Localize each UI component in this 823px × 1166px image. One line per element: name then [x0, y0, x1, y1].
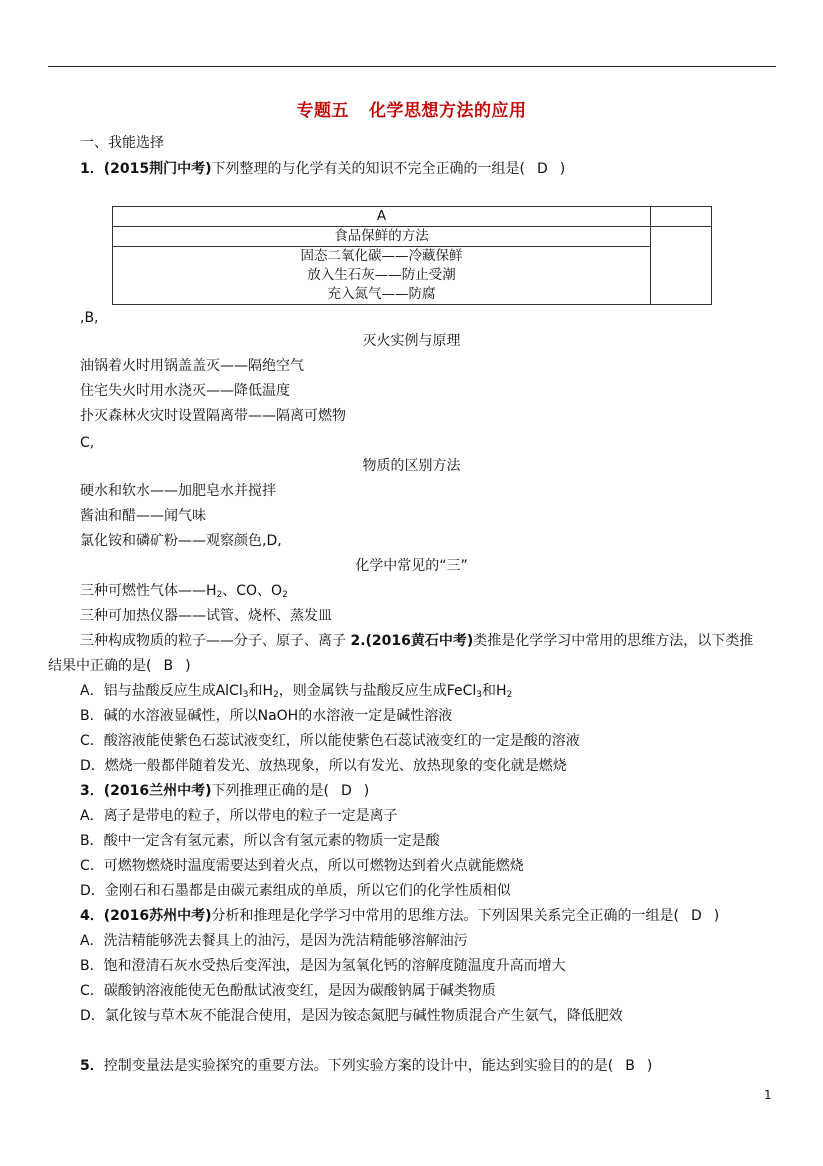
q2-text: 结果中正确的是(	[48, 658, 152, 674]
option-c-item: 酱油和醋——闻气味	[80, 508, 206, 524]
q5-answer: B	[625, 1058, 635, 1074]
q4-option-d: D．氯化铵与草木灰不能混合使用，是因为铵态氮肥与碱性物质混合产生氨气，降低肥效	[80, 1008, 623, 1024]
question-3	[80, 781, 369, 801]
option-d-item-text: 、CO、O	[222, 583, 283, 599]
q2-answer: B	[163, 658, 174, 674]
option-c-marker: C,	[80, 435, 95, 451]
option-d-item	[80, 581, 288, 605]
q5-text: 控制变量法是实验探究的重要方法。下列实验方案的设计中，能达到实验目的的是(	[103, 1058, 614, 1074]
q3-option-c: C．可燃物燃烧时温度需要达到着火点，所以可燃物达到着火点就能燃烧	[80, 858, 524, 874]
option-d-heading: 化学中常见的“三”	[355, 558, 468, 574]
option-b-item: 住宅失火时用水浇灭——降低温度	[80, 383, 290, 399]
q3-number: 3．	[80, 783, 104, 799]
option-d-item-text: 三种构成物质的粒子——分子、原子、离子	[80, 633, 346, 649]
option-text: A．铝与盐酸反应生成AlCl	[80, 683, 243, 699]
q4-close: )	[713, 908, 720, 924]
table-empty-cell	[651, 207, 712, 227]
section-heading: 一、我能选择	[80, 135, 164, 151]
q2-option-d: D．燃烧一般都伴随着发光、放热现象，所以有发光、放热现象的变化就是燃烧	[80, 758, 567, 774]
q4-option-a: A．洗洁精能够洗去餐具上的油污，是因为洗洁精能够溶解油污	[80, 933, 468, 949]
title-topic: 专题五	[296, 101, 349, 121]
title-subject: 化学思想方法的应用	[369, 101, 527, 121]
option-text: 和H	[248, 683, 273, 699]
q4-source: (2016苏州中考)	[103, 908, 212, 924]
page-number: 1	[764, 1088, 772, 1102]
q3-answer: D	[340, 783, 352, 799]
question-1	[80, 159, 565, 179]
q1-source: (2015荆门中考)	[103, 161, 212, 177]
subscript: 2	[216, 590, 223, 600]
q2-number: 2.	[350, 633, 366, 649]
q5-number: 5．	[80, 1058, 104, 1074]
table-header: A	[113, 207, 651, 227]
q3-text: 下列推理正确的是(	[211, 783, 329, 799]
q4-text: 分析和推理是化学学习中常用的思维方法。下列因果关系完全正确的一组是(	[211, 908, 679, 924]
subscript: 3	[476, 690, 483, 700]
q5-close: )	[646, 1058, 653, 1074]
option-text: 和H	[482, 683, 507, 699]
option-c-item: 硬水和软水——加肥皂水并搅拌	[80, 483, 276, 499]
q3-option-d: D．金刚石和石墨都是由碳元素组成的单质，所以它们的化学性质相似	[80, 883, 511, 899]
q2-close: )	[185, 658, 191, 674]
q2-source: (2016黄石中考)	[365, 633, 474, 649]
option-b-heading: 灭火实例与原理	[362, 333, 461, 349]
q3-source: (2016兰州中考)	[103, 783, 212, 799]
question-5	[80, 1056, 652, 1076]
option-d-item: 三种可加热仪器——试管、烧杯、蒸发皿	[80, 608, 332, 624]
option-c-item: 氯化铵和磷矿粉——观察颜色,D,	[80, 533, 282, 549]
table-item: 固态二氧化碳——冷藏保鲜	[300, 248, 463, 264]
q1-text: 下列整理的与化学有关的知识不完全正确的一组是(	[211, 161, 525, 177]
q3-close: )	[363, 783, 370, 799]
table-item: 放入生石灰——防止受潮	[307, 267, 456, 283]
table-items-cell	[113, 247, 651, 305]
option-b-item: 扑灭森林火灾时设置隔离带——隔离可燃物	[80, 408, 346, 424]
subscript: 2	[506, 690, 513, 700]
option-d-item-with-q2	[80, 631, 753, 651]
option-c-heading: 物质的区别方法	[362, 458, 461, 474]
page-title	[0, 96, 823, 121]
q4-number: 4．	[80, 908, 104, 924]
q2-option-a	[80, 681, 512, 705]
subscript: 2	[282, 590, 288, 600]
question-4	[80, 906, 719, 926]
option-b-item: 油锅着火时用锅盖盖灭——隔绝空气	[80, 358, 304, 374]
option-text: ，则金属铁与盐酸反应生成FeCl	[278, 683, 477, 699]
question-2-continued	[48, 656, 191, 676]
q4-answer: D	[690, 908, 702, 924]
q4-option-c: C．碳酸钠溶液能使无色酚酞试液变红，是因为碳酸钠属于碱类物质	[80, 983, 496, 999]
subscript: 3	[242, 690, 249, 700]
q2-option-b: B．碱的水溶液显碱性，所以NaOH的水溶液一定是碱性溶液	[80, 708, 453, 724]
q2-option-c: C．酸溶液能使紫色石蕊试液变红，所以能使紫色石蕊试液变红的一定是酸的溶液	[80, 733, 580, 749]
table-item: 充入氮气——防腐	[327, 286, 436, 302]
option-d-item-text: 三种可燃性气体——H	[80, 583, 217, 599]
q3-option-b: B．酸中一定含有氢元素，所以含有氢元素的物质一定是酸	[80, 833, 440, 849]
q1-answer: D	[536, 161, 548, 177]
subscript: 2	[272, 690, 279, 700]
q2-text: 类推是化学学习中常用的思维方法，以下类推	[473, 633, 754, 649]
q1-number: 1．	[80, 161, 104, 177]
table-subheader: 食品保鲜的方法	[113, 227, 651, 247]
q3-option-a: A．离子是带电的粒子，所以带电的粒子一定是离子	[80, 808, 398, 824]
option-table	[112, 206, 712, 305]
header-rule	[48, 66, 776, 67]
q4-option-b: B．饱和澄清石灰水受热后变浑浊，是因为氢氧化钙的溶解度随温度升高而增大	[80, 958, 566, 974]
option-b-marker: ,B,	[80, 310, 99, 326]
q1-close: )	[559, 161, 566, 177]
table-empty-cell	[651, 227, 712, 305]
